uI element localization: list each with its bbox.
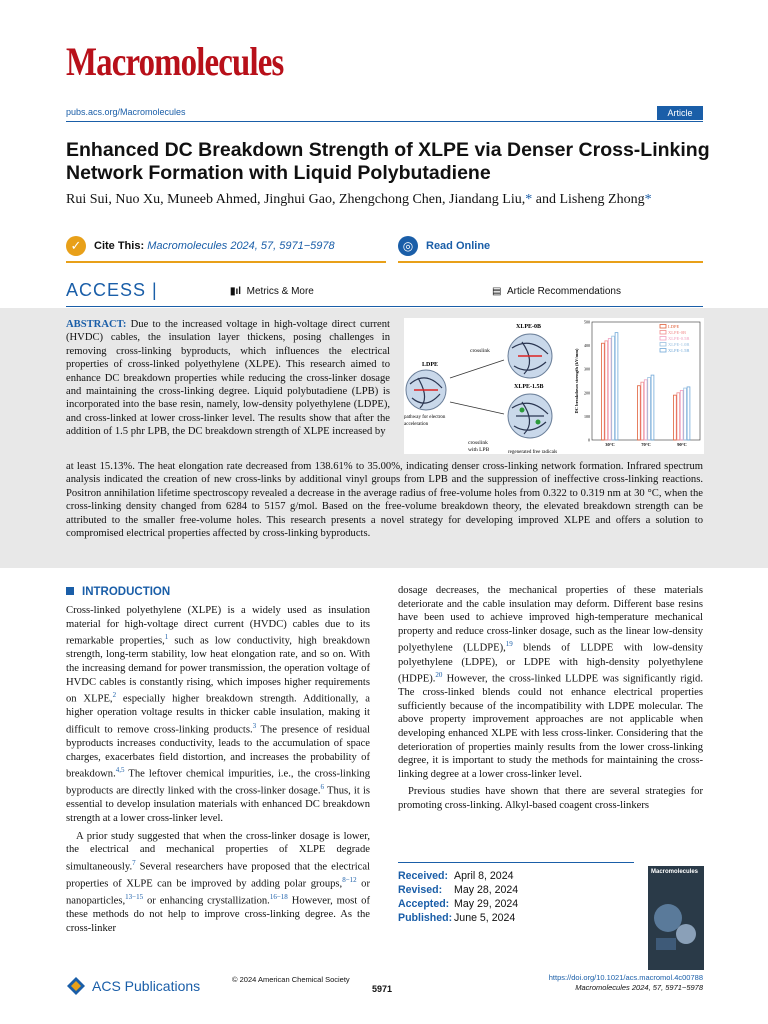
citation-ref[interactable]: 19 (505, 640, 513, 649)
cover-shape (654, 904, 682, 932)
text-run: such as low conductivity, high breakdown strength, long-term stability, low heat elongation rate, and so on. With the increasing demand for power transmission, the operation voltage of HVDC cables is constantly rising, which imposes higher requirements on XLPE, (66, 635, 370, 705)
label-ldpe: LDPE (422, 362, 439, 368)
date-value: April 8, 2024 (454, 870, 514, 882)
crosslink-point (520, 408, 525, 413)
metrics-link[interactable] (230, 286, 314, 297)
label-pathway-2: acceleration (404, 422, 429, 427)
abstract-label: ABSTRACT: (66, 319, 127, 330)
abstract-part1 (66, 318, 390, 439)
acs-publications-logo[interactable] (66, 976, 216, 996)
journal-masthead: Macromolecules (66, 39, 284, 84)
legend-label: XLPE-0.5B (668, 336, 690, 341)
text-run: blends of LLDPE with low-density polyethylene (LDPE), or LDPE with high-density polyethylene (HDPE). (398, 642, 703, 685)
cite-this[interactable] (94, 240, 335, 252)
abstract-text-1: Due to the increased voltage in high-voltage direct current (HVDC) cables, the insulation layer thickens, posing challenges in removing cross-linking byproducts, which influences the electrical properties of cross-linked polyethylene (XLPE). This research aimed to enhance DC breakdown properties while reducing the cross-linker dosage and maintaining the cross-linking degree. Liquid polybutadiene (LPB) is incorporated into the base resin, namely, low-density polyethylene (LDPE), and cross-linked at lower cross-linker level. The results show that after the addition of 1.5 phr LPB, the DC breakdown strength of XLPE increased by (66, 319, 390, 438)
cite-underline (66, 261, 386, 263)
legend-label: XLPE-0B (668, 330, 686, 335)
globe-icon: ◎ (398, 236, 418, 256)
introduction-heading (66, 586, 170, 598)
intro-paragraph-2 (66, 830, 370, 936)
citation-ref[interactable]: 6 (320, 783, 325, 792)
text-run: dosage decreases, the mechanical properties of these materials deteriorate and the cable insulation may deform. Different base resins have been used to achieve improved high-temperature mechanical property and reduce cross-linker dosage, such as the linear low-density polyethylene (LLDPE), (398, 585, 703, 654)
citation-ref[interactable]: 2 (112, 691, 117, 700)
read-online-link[interactable]: Read Online (426, 240, 491, 252)
y-tick-label: 100 (584, 413, 590, 419)
citation-ref[interactable]: 16−18 (269, 893, 288, 901)
document-icon: ▤ (492, 286, 502, 297)
date-label: Revised: (398, 884, 443, 896)
text-run: The leftover chemical impurities, i.e., the cross-linking byproducts are directly linked with the cross-linker dosage. (66, 768, 370, 797)
x-tick-label: 70°C (641, 442, 651, 447)
text-run: However, most of these methods do not help to improve cross-linking degree. As the cross-linker (66, 895, 370, 934)
legend-label: XLPE-1.0B (668, 342, 690, 347)
crosslink-point (536, 420, 541, 425)
citation-ref[interactable]: 8−12 (342, 875, 357, 884)
cover-shape (656, 938, 676, 950)
section-square-icon (66, 587, 74, 595)
text-run: Several researchers have proposed that the electrical properties of XLPE can be improved by adding polar groups, (66, 861, 370, 890)
citation-ref[interactable]: 3 (252, 721, 257, 730)
doi-link[interactable]: https://doi.org/10.1021/acs.macromol.4c00788 (548, 973, 703, 982)
cover-title: Macromolecules (651, 869, 699, 875)
intro-paragraph-4: Previous studies have shown that there are several strategies for promoting cross-linking. Alkyl-based coagent cross-linkers (398, 786, 703, 811)
footer-citation: Macromolecules 2024, 57, 5971−5978 (575, 983, 703, 992)
date-value: May 29, 2024 (454, 898, 519, 910)
label-xlpe-0b: XLPE-0B (516, 324, 542, 330)
date-value: June 5, 2024 (454, 912, 516, 924)
citation-ref[interactable]: 20 (435, 671, 443, 680)
text-run: or nanoparticles, (66, 878, 370, 907)
text-run: The presence of residual byproducts increases conductivity, leads to the accumulation of space charges, exacerbates field distortion, and increases the probability of breakdown. (66, 724, 370, 780)
metrics-label: Metrics & More (246, 286, 314, 297)
cover-shape (676, 924, 696, 944)
text-run: Thus, it is essential to develop insulation materials with enhanced DC breakdown strength at a lower cross-linker level. (66, 785, 371, 824)
label-radicals: regenerated free radicals (508, 450, 558, 454)
legend-label: XLPE-1.5B (668, 348, 690, 353)
date-label: Accepted: (398, 898, 450, 910)
recommendations-link[interactable] (492, 286, 621, 297)
corresponding-author-mark-2[interactable]: * (644, 192, 652, 207)
publisher-name: ACS Publications (92, 978, 201, 994)
authors-text: Rui Sui, Nuo Xu, Muneeb Ahmed, Jinghui Gao, Zhengchong Chen, Jiandang Liu, (66, 192, 526, 207)
label-pathway-1: pathway for electron (404, 415, 446, 420)
bar-chart-icon: ▮ıl (230, 286, 242, 297)
access-label: ACCESS | (66, 280, 158, 300)
journal-cover-image[interactable] (648, 866, 704, 970)
y-tick-label: 200 (584, 390, 590, 396)
text-run: However, the cross-linked LLDPE was significantly rigid. The cross-linked blends could not enhance electrical properties sufficiently because of the incompatibility with LDPE molecular. The above property improvement approaches are not applicable when developing enhanced XLPE with less cross-linker. Considering that the deterioration of properties mainly results from the lower cross-linking degree, it is important to study the methods for maintaining the cross-linking degree at a lower cross-linker level. (398, 673, 703, 780)
text-run: or enhancing crystallization. (143, 895, 270, 907)
y-tick-label: 400 (584, 343, 590, 349)
page-number: 5971 (372, 984, 393, 994)
label-crosslink-lpb-1: crosslink (468, 440, 488, 446)
article-title: Enhanced DC Breakdown Strength of XLPE via Denser Cross-Linking Network Formation with Liquid Polybutadiene (66, 139, 710, 184)
y-tick-label: 300 (584, 366, 590, 372)
date-label: Received: (398, 870, 449, 882)
tools-rule (66, 306, 703, 307)
intro-right-column (398, 584, 703, 817)
cite-label: Cite This: (94, 240, 145, 252)
toc-bar-chart (574, 320, 700, 448)
publication-dates (398, 862, 634, 971)
citation-ref[interactable]: 13−15 (125, 893, 144, 901)
x-tick-label: 30°C (605, 442, 615, 447)
label-xlpe-15b: XLPE-1.5B (514, 384, 544, 390)
intro-left-column (66, 604, 370, 939)
authors-last: and Lisheng Zhong (532, 192, 645, 207)
journal-url-link[interactable]: pubs.acs.org/Macromolecules (66, 107, 186, 117)
text-run: A prior study suggested that when the cross-linker dosage is lower, the electrical and mechanical properties of XLPE degrade simultaneously. (66, 830, 370, 873)
legend-label: LDPE (668, 324, 680, 329)
label-crosslink-lpb-2: with LPB (468, 447, 490, 453)
check-icon: ✓ (66, 236, 86, 256)
citation-ref[interactable]: 7 (132, 858, 136, 867)
corresponding-author-mark[interactable]: * (525, 192, 533, 207)
access-text: ACCESS (66, 280, 147, 300)
header-rule (66, 121, 703, 122)
date-value: May 28, 2024 (454, 884, 519, 896)
date-label: Published: (398, 912, 453, 924)
article-type-badge: Article (657, 106, 703, 120)
text-run: especially higher breakdown strength. Additionally, a higher operation voltage results in thicker cable insulation, making it difficult to remove cross-linking products. (66, 693, 371, 736)
intro-paragraph-3 (398, 584, 703, 781)
y-tick-label: 500 (584, 319, 590, 325)
date-row (398, 897, 518, 911)
citation-ref[interactable]: 4,5 (115, 766, 125, 775)
date-row (398, 911, 518, 925)
date-row (398, 883, 518, 897)
citation-ref[interactable]: 1 (164, 633, 169, 642)
abstract-part2: at least 15.13%. The heat elongation rate decreased from 138.61% to 35.00%, indicating denser cross-linking network formation. Infrared spectrum analysis indicated the creation of new cross-links by additional vinyl groups from LPB and the suppression of ineffective cross-linking reactions. Positron annihilation lifetime spectroscopy revealed a decrease in the average radius of free-volume holes from 0.322 to 0.319 nm at 30 °C, when the cross-linking density changed from 6284 to 5157 g/mol. Based on the free-volume breakdown theory, the elevated breakdown strength can be attributed to the smaller free-volume holes. This research presents a novel strategy for developing improved XLPE and offers a solution to compromised electrical properties affected by cross-linking byproducts. (66, 461, 703, 540)
recommendations-label: Article Recommendations (507, 286, 621, 297)
x-tick-label: 90°C (677, 442, 687, 447)
copyright: © 2024 American Chemical Society (232, 975, 350, 984)
y-axis-label: DC breakdown strength (kV/mm) (574, 348, 579, 414)
toc-graphic (404, 318, 704, 454)
intro-paragraph-1 (66, 604, 370, 826)
cover-artwork (648, 878, 704, 958)
author-list (66, 191, 711, 209)
y-tick-label: 0 (588, 437, 590, 443)
dates-table (398, 869, 518, 925)
label-crosslink: crosslink (470, 348, 490, 354)
date-row (398, 869, 518, 883)
introduction-heading-text: INTRODUCTION (82, 586, 171, 598)
text-run: Cross-linked polyethylene (XLPE) is a widely used as insulation material for high-voltage direct current (HVDC) cables due to its remarkable properties, (66, 605, 370, 647)
online-underline (398, 261, 703, 263)
cite-reference: Macromolecules 2024, 57, 5971−5978 (147, 240, 335, 252)
